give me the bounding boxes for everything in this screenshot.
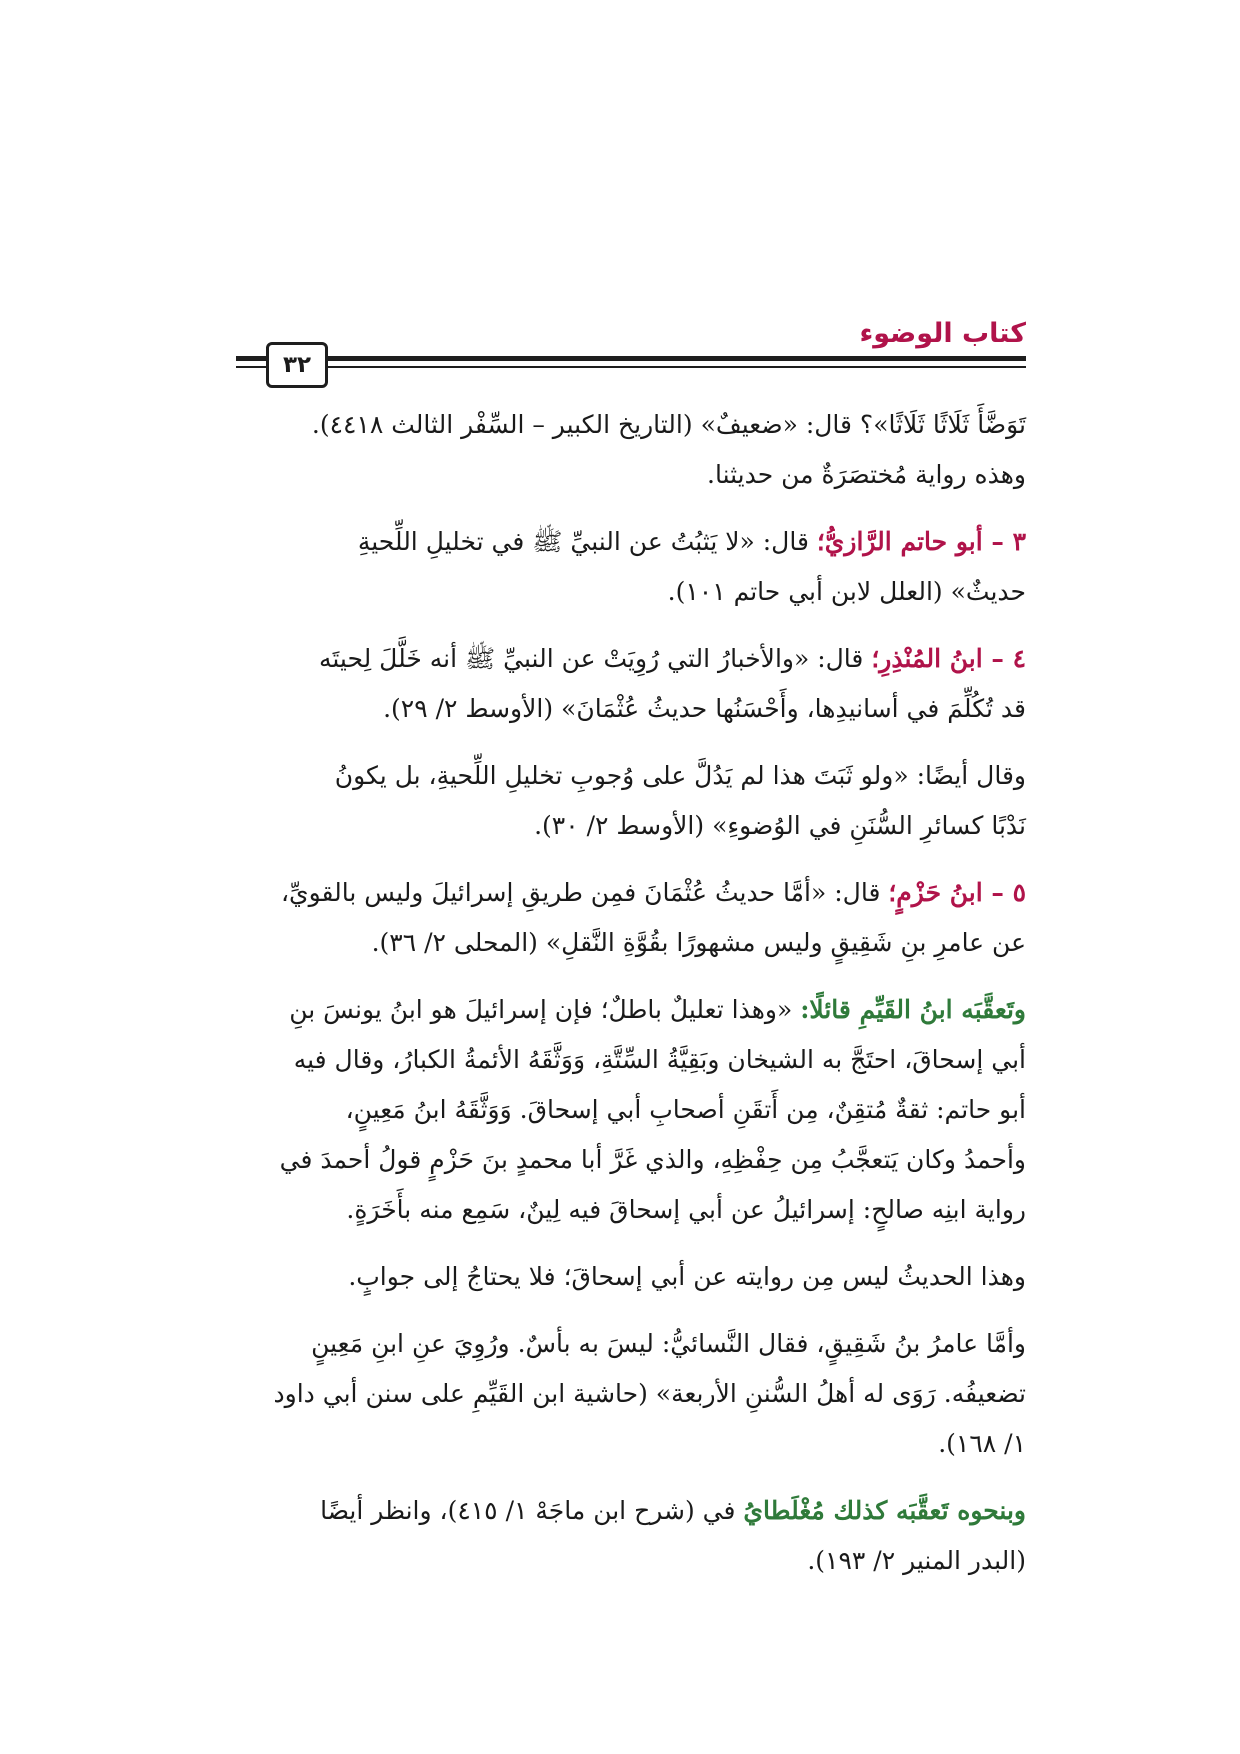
text-line: قد تُكُلِّمَ في أسانيدِها، وأَحْسَنُها حديثُ عُثْمَانَ» (الأوسط ٢/ ٢٩). — [383, 694, 1026, 723]
text-line: وأمَّا عامرُ بنُ شَقِيقٍ، فقال النَّسائيُّ: ليسَ به بأسٌ. ورُوِيَ عنِ ابنِ مَعِينٍ — [311, 1329, 1026, 1358]
page-header — [236, 318, 1026, 390]
scholar-label: ٥ – ابنُ حَزْمٍ؛ — [888, 878, 1026, 907]
paragraph-mughaltay — [236, 1486, 1026, 1586]
header-rule-thin — [236, 366, 1026, 368]
page-number: ٣٢ — [282, 352, 312, 378]
text-line: وهذه رواية مُختصَرَةٌ من حديثنا. — [707, 460, 1026, 489]
text-line: تضعيفُه. رَوَى له أهلُ السُّننِ الأربعة» (حاشية ابن القَيِّمِ على سنن أبي داود — [273, 1379, 1026, 1408]
text-line: «وهذا تعليلٌ باطلٌ؛ فإن إسرائيلَ هو ابنُ يونسَ بنِ — [289, 995, 793, 1024]
scholar-label: ٤ – ابنُ المُنْذِرِ؛ — [871, 644, 1026, 673]
scholar-label: ٣ – أبو حاتم الرَّازيُّ؛ — [816, 527, 1026, 556]
text-line: قال: «لا يَثبُتُ عن النبيِّ ﷺ في تخليلِ اللِّحيةِ — [357, 527, 809, 556]
text-line: في (شرح ابن ماجَهْ ١/ ٤١٥)، وانظر أيضًا — [320, 1496, 736, 1525]
text-line: قال: «أمَّا حديثُ عُثْمَانَ فمِن طريقِ إسرائيلَ وليس بالقويِّ، — [280, 878, 881, 907]
text-line: قال: «والأخبارُ التي رُوِيَتْ عن النبيِّ ﷺ أنه خَلَّلَ لِحيتَه — [318, 644, 864, 673]
paragraph-this-hadith — [236, 1252, 1026, 1302]
page-content — [236, 400, 1026, 1603]
paragraph-ibn-almundhir — [236, 634, 1026, 734]
page-number-frame — [266, 342, 328, 388]
commentary-label: وتَعقَّبَه ابنُ القَيِّمِ قائلًا: — [800, 995, 1026, 1024]
text-line: ١/ ١٦٨). — [938, 1429, 1026, 1458]
text-line: تَوَضَّأَ ثَلَاثًا ثَلَاثًا»؟ قال: «ضعيفٌ» (التاريخ الكبير – السِّفْر الثالث ٤٤١٨). — [311, 410, 1026, 439]
book-title: كتاب الوضوء — [859, 318, 1026, 349]
text-line: عن عامرِ بنِ شَقِيقٍ وليس مشهورًا بقُوَّةِ النَّقلِ» (المحلى ٢/ ٣٦). — [371, 928, 1026, 957]
text-line: وهذا الحديثُ ليس مِن روايته عن أبي إسحاقَ؛ فلا يحتاجُ إلى جوابٍ. — [348, 1262, 1026, 1291]
text-line: (البدر المنير ٢/ ١٩٣). — [807, 1546, 1026, 1575]
paragraph-ibn-hazm — [236, 868, 1026, 968]
text-line: وقال أيضًا: «ولو ثَبَتَ هذا لم يَدُلَّ على وُجوبِ تخليلِ اللِّحيةِ، بل يكونُ — [334, 761, 1026, 790]
commentary-label: وبنحوه تَعقَّبَه كذلك مُغْلَطايُ — [743, 1496, 1026, 1525]
text-line: أبو حاتم: ثقةٌ مُتقِنٌ، مِن أَتقَنِ أصحابِ أبي إسحاقَ. وَوَثَّقَهُ ابنُ مَعِينٍ، — [345, 1095, 1026, 1124]
text-line: نَدْبًا كسائرِ السُّنَنِ في الوُضوءِ» (الأوسط ٢/ ٣٠). — [534, 811, 1026, 840]
paragraph-abu-hatim — [236, 517, 1026, 617]
paragraph-also-said — [236, 751, 1026, 851]
text-line: وأحمدُ وكان يَتعجَّبُ مِن حِفْظِهِ، والذي غَرَّ أبا محمدٍ بنَ حَزْمٍ قولُ أحمدَ في — [279, 1145, 1026, 1174]
text-line: أبي إسحاقَ، احتَجَّ به الشيخان وبَقِيَّةُ السِّتَّةِ، وَوَثَّقَهُ الأئمةُ الكبارُ، وقال فيه — [293, 1045, 1026, 1074]
paragraph-ibn-alqayyim — [236, 985, 1026, 1235]
paragraph-1 — [236, 400, 1026, 500]
text-line: حديثٌ» (العلل لابن أبي حاتم ١٠١). — [667, 577, 1026, 606]
paragraph-amir — [236, 1319, 1026, 1469]
header-rule-thick — [236, 356, 1026, 361]
text-line: رواية ابنِه صالحٍ: إسرائيلُ عن أبي إسحاقَ فيه لِينٌ، سَمِع منه بأَخَرَةٍ. — [346, 1195, 1026, 1224]
